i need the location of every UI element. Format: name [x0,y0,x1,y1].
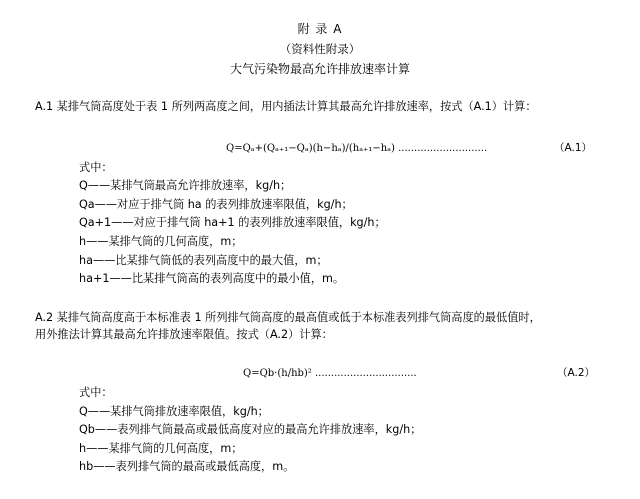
definition-a2-q: Q——某排气筒排放速率限值，kg/h； [79,405,269,418]
definition-a2-h: h——某排气筒的几何高度，m； [79,442,243,455]
definition-a1-qa: Qa——对应于排气筒 ha 的表列排放速率限值，kg/h； [79,198,353,211]
section-a2-text-line1: A.2 某排气筒高度高于本标准表 1 所列排气筒高度的最高值或低于本标准表列排气筒高度的最低值时， [35,311,541,324]
definition-a1-q: Q——某排气筒最高允许排放速率，kg/h； [79,179,292,192]
definition-a1-ha1: ha+1——比某排气筒高的表列高度中的最小值，m。 [79,272,345,285]
where-label-a1: 式中： [79,161,113,174]
formula-a2: Q=Qb·(h/hb)² ................................ [243,368,417,379]
where-label-a2: 式中： [79,386,113,399]
definition-a1-h: h——某排气筒的几何高度，m； [79,235,243,248]
definition-a1-qa1: Qa+1——对应于排气筒 ha+1 的表列排放速率限值，kg/h； [79,216,386,229]
definition-a1-ha: ha——比某排气筒低的表列高度中的最大值，m； [79,254,328,267]
appendix-heading: 大气污染物最高允许排放速率计算 [229,62,410,76]
definition-a2-hb: hb——表列排气筒的最高或最低高度，m。 [79,460,295,473]
appendix-title: 附 录 A [297,22,343,36]
formula-a1-tag: （A.1） [554,142,593,154]
appendix-subtitle: （资料性附录） [279,42,361,56]
section-a1-text: A.1 某排气筒高度处于表 1 所列两高度之间，用内插法计算其最高允许排放速率，按式（A.1）计算： [35,100,537,113]
definition-a2-qb: Qb——表列排气筒最高或最低高度对应的最高允许排放速率，kg/h； [79,423,422,436]
formula-a1: Q=Qₐ+(Qₐ₊₁−Qₐ)(h−hₐ)/(hₐ₊₁−hₐ) ............................ [226,143,488,154]
formula-a2-tag: （A.2） [557,367,596,379]
section-a2-text-line2: 用外推法计算其最高允许排放速率限值。按式（A.2）计算： [35,328,333,341]
